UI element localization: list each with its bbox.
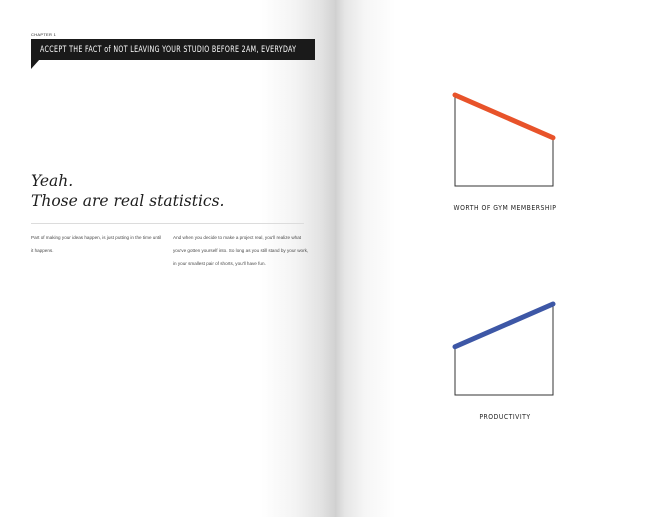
banner-text: ACCEPT THE FACT of NOT LEAVING YOUR STUDIO BEFORE 2AM, EVERYDAY: [40, 44, 297, 55]
chart-1-frame: [455, 95, 553, 186]
headline: [31, 171, 224, 211]
gym-membership-chart-svg: [440, 88, 570, 188]
title-banner: [31, 39, 315, 60]
productivity-chart: [440, 297, 570, 397]
productivity-caption: PRODUCTIVITY: [479, 412, 531, 421]
headline-line-2: Those are real statistics.: [31, 192, 225, 210]
right-page: [335, 0, 670, 517]
chart-2-frame: [455, 304, 553, 395]
banner-tail: [31, 59, 40, 69]
chart-2-trend-line: [455, 304, 553, 347]
headline-line-1: Yeah.: [31, 172, 74, 190]
body-column-2: And when you decide to make a project real, you'll realize what you've gotten yourself into. So long as you still stand by your work, in your smallest pair of shorts, you'll have fun.: [173, 235, 309, 266]
body-column-1: Part of making your ideas happen, is just putting in the time until it happens.: [31, 235, 162, 253]
divider-rule: [31, 223, 304, 224]
chapter-tag: CHAPTER 1: [31, 32, 57, 37]
chart-1-trend-line: [455, 95, 553, 138]
gym-membership-caption: WORTH OF GYM MEMBERSHIP: [453, 203, 557, 212]
productivity-chart-svg: [440, 297, 570, 397]
gym-membership-chart: [440, 88, 570, 188]
